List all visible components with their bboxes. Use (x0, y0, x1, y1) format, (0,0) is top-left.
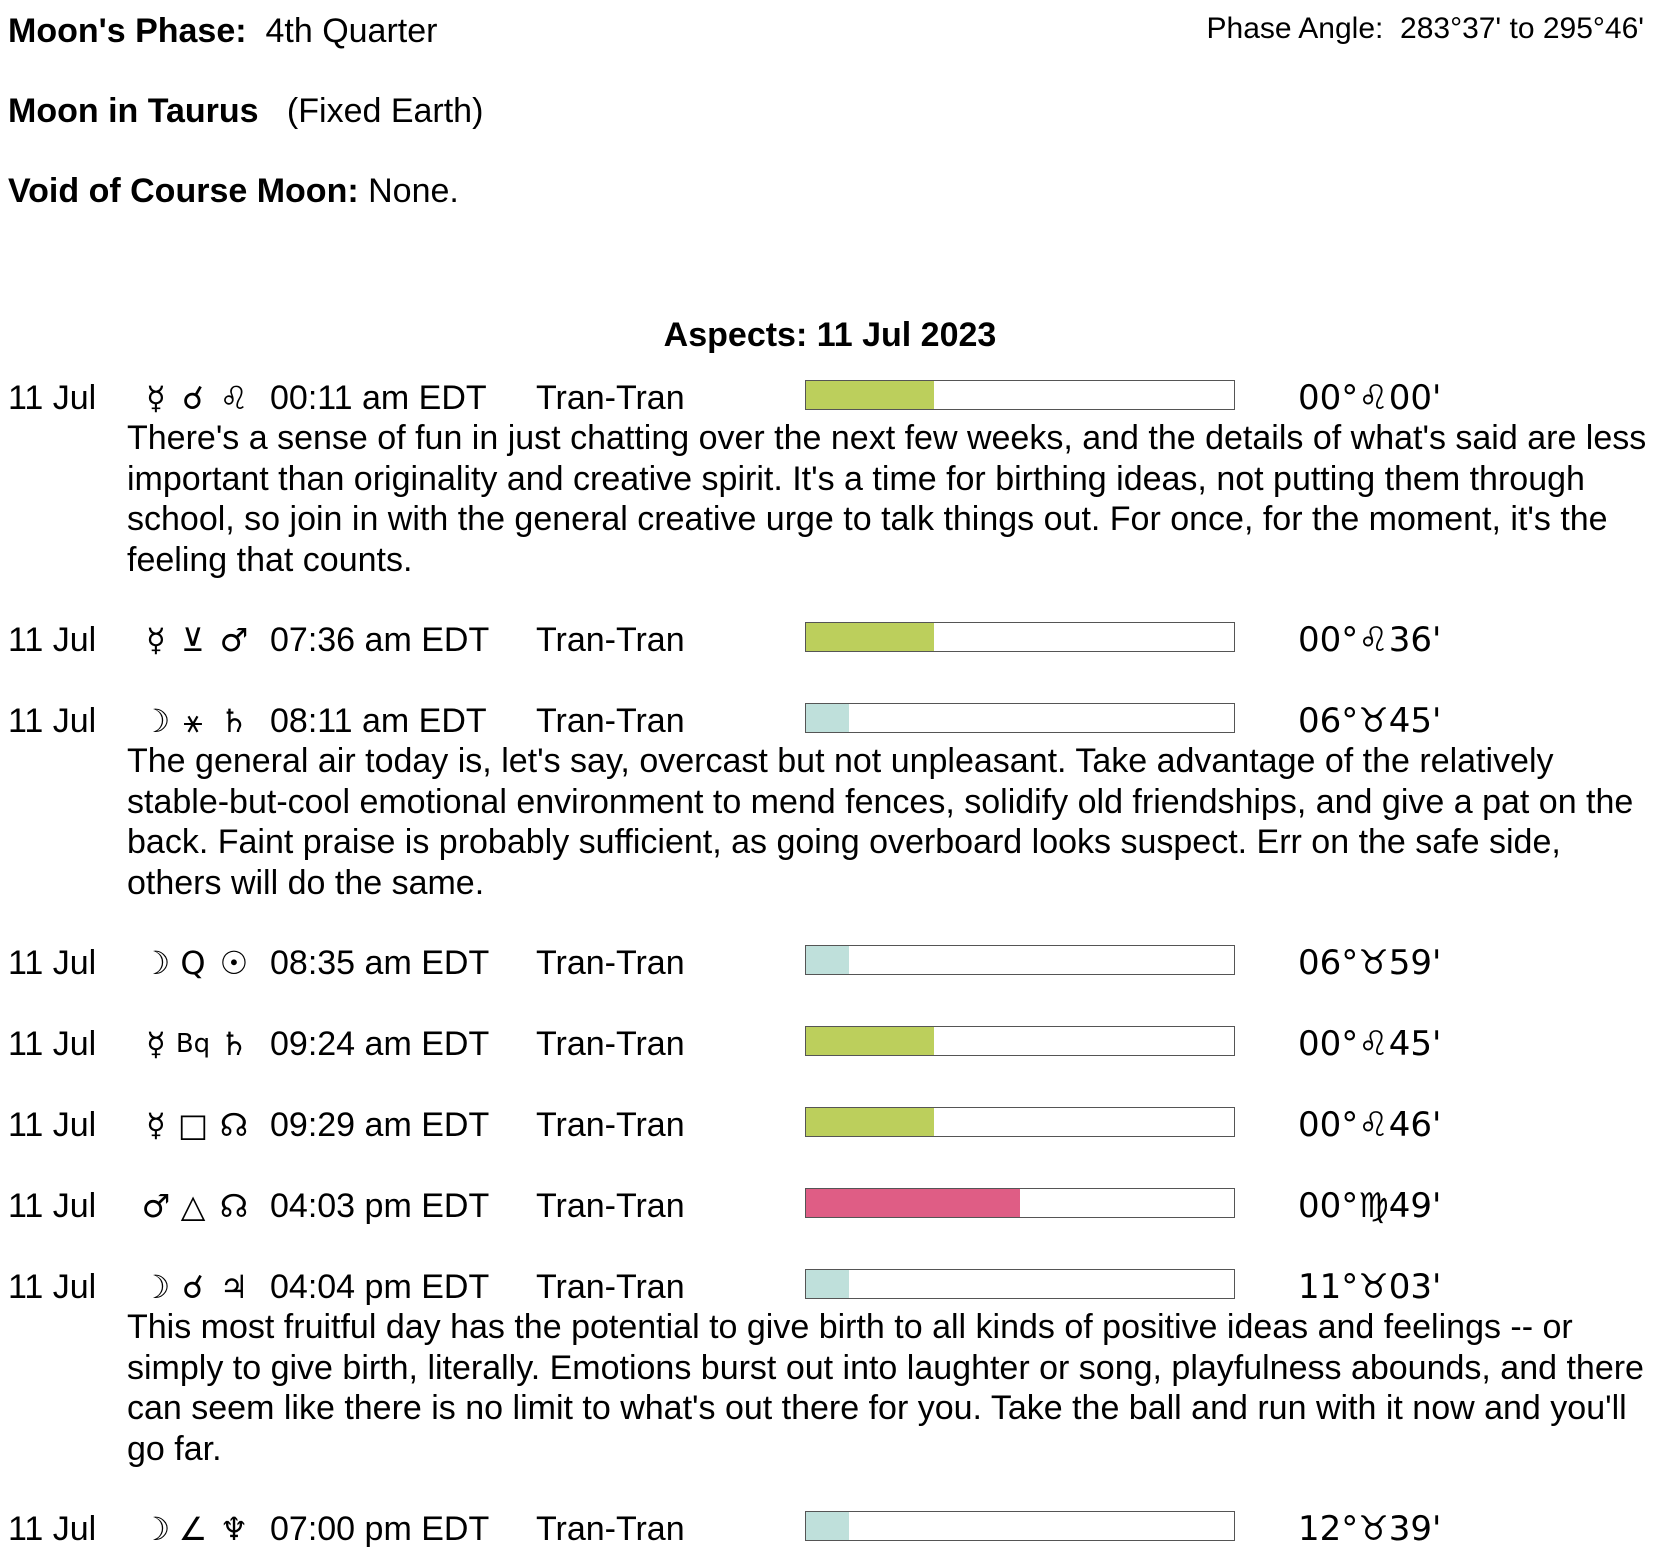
void-of-course-value: None. (368, 172, 459, 210)
aspect-date: 11 Jul (8, 702, 97, 740)
aspect-date: 11 Jul (8, 944, 97, 982)
quintile-glyph-icon: Q (180, 944, 206, 982)
strength-bar-fill (806, 1108, 934, 1136)
biquintile-glyph-icon: Bq (175, 1029, 211, 1059)
aspect-position: 00°♌36' (1298, 620, 1442, 660)
aspect-date: 11 Jul (8, 1187, 97, 1225)
mars-glyph-icon: ♂ (219, 621, 249, 659)
semisextile-glyph-icon: ⊻ (181, 621, 205, 659)
mercury-glyph-icon: ☿ (146, 379, 166, 417)
phase-angle (1207, 12, 1644, 46)
aspect-row (0, 1507, 1660, 1551)
aspect-position: 12°♉39' (1298, 1509, 1442, 1549)
aspect-time: 07:36 am EDT (270, 621, 490, 659)
void-of-course-line (8, 172, 459, 211)
moon-sign-value: (Fixed Earth) (286, 92, 484, 130)
leo-glyph-icon: ♌ (219, 379, 249, 417)
mars-glyph-icon: ♂ (141, 1187, 171, 1225)
aspect-description: There's a sense of fun in just chatting over the next few weeks, and the details of what's said are less important than originality and creative spirit. It's a time for birthing ideas, not putting them through school, so join in with the general creative urge to talk things out. For once, for the moment, it's the feeling that counts. (127, 419, 1647, 579)
strength-bar (805, 1511, 1235, 1541)
aspect-type: Tran-Tran (536, 1510, 685, 1548)
phase-angle-label: Phase Angle: (1206, 12, 1384, 45)
moon-sign-label: Moon in Taurus (8, 92, 259, 130)
strength-bar-fill (806, 1512, 849, 1540)
aspect-time: 08:35 am EDT (270, 944, 490, 982)
aspect-time: 04:04 pm EDT (270, 1268, 490, 1306)
strength-bar (805, 622, 1235, 652)
neptune-glyph-icon: ♆ (219, 1510, 249, 1548)
strength-bar (805, 1107, 1235, 1137)
jupiter-glyph-icon: ♃ (219, 1268, 249, 1306)
aspect-row (0, 1103, 1660, 1147)
aspect-position: 11°♉03' (1298, 1267, 1442, 1307)
aspect-time: 00:11 am EDT (270, 379, 487, 417)
aspect-type: Tran-Tran (536, 1268, 685, 1306)
aspect-type: Tran-Tran (536, 702, 685, 740)
aspect-type: Tran-Tran (536, 1106, 685, 1144)
aspects-title: Aspects: 11 Jul 2023 (663, 316, 997, 354)
saturn-glyph-icon: ♄ (219, 702, 249, 740)
aspect-row (0, 1022, 1660, 1066)
aspect-date: 11 Jul (8, 621, 97, 659)
aspect-date: 11 Jul (8, 1268, 97, 1306)
aspect-type: Tran-Tran (536, 1187, 685, 1225)
strength-bar (805, 1188, 1235, 1218)
aspect-date: 11 Jul (8, 1025, 97, 1063)
aspect-type: Tran-Tran (536, 1025, 685, 1063)
aspect-row (0, 1265, 1660, 1309)
north-node-glyph-icon: ☊ (219, 1106, 249, 1144)
north-node-glyph-icon: ☊ (219, 1187, 249, 1225)
strength-bar (805, 1269, 1235, 1299)
aspect-position: 00°♌45' (1298, 1024, 1442, 1064)
aspect-position: 00°♌46' (1298, 1105, 1442, 1145)
aspect-time: 09:24 am EDT (270, 1025, 490, 1063)
moon-phase-line (8, 12, 437, 51)
moon-glyph-icon: ☽ (141, 944, 171, 982)
aspect-row (0, 618, 1660, 662)
moon-glyph-icon: ☽ (141, 702, 171, 740)
aspect-time: 07:00 pm EDT (270, 1510, 490, 1548)
strength-bar-fill (806, 1270, 849, 1298)
sun-glyph-icon: ☉ (219, 944, 249, 982)
aspect-time: 08:11 am EDT (270, 702, 487, 740)
aspect-position: 00°♌00' (1298, 378, 1442, 418)
aspect-position: 00°♍49' (1298, 1186, 1442, 1226)
sextile-glyph-icon: ⚹ (183, 702, 203, 740)
aspect-position: 06°♉45' (1298, 701, 1442, 741)
aspect-row (0, 699, 1660, 743)
strength-bar (805, 703, 1235, 733)
conjunction-glyph-icon: ☌ (182, 379, 204, 417)
aspect-description: The general air today is, let's say, overcast but not unpleasant. Take advantage of the relatively stable-but-cool emotional environment to mend fences, solidify old friendships, and give a pat on the back. Faint praise is probably sufficient, as going overboard looks suspect. Err on the safe side, others will do the same. (127, 742, 1634, 902)
strength-bar-fill (806, 704, 849, 732)
moon-phase-value: 4th Quarter (265, 12, 438, 50)
aspect-row (0, 376, 1660, 420)
semisquare-glyph-icon: ∠ (178, 1510, 208, 1548)
mercury-glyph-icon: ☿ (146, 621, 166, 659)
aspect-type: Tran-Tran (536, 379, 685, 417)
conjunction-glyph-icon: ☌ (182, 1268, 204, 1306)
moon-glyph-icon: ☽ (141, 1268, 171, 1306)
moon-sign-line (8, 92, 483, 131)
saturn-glyph-icon: ♄ (219, 1025, 249, 1063)
mercury-glyph-icon: ☿ (146, 1025, 166, 1063)
strength-bar (805, 945, 1235, 975)
strength-bar-fill (806, 1027, 934, 1055)
aspect-date: 11 Jul (8, 1106, 97, 1144)
aspect-type: Tran-Tran (536, 944, 685, 982)
aspect-date: 11 Jul (8, 1510, 97, 1548)
moon-glyph-icon: ☽ (141, 1510, 171, 1548)
phase-angle-value: 283°37' to 295°46' (1400, 12, 1644, 45)
void-of-course-label: Void of Course Moon: (8, 172, 359, 210)
strength-bar-fill (806, 381, 934, 409)
strength-bar-fill (806, 946, 849, 974)
mercury-glyph-icon: ☿ (146, 1106, 166, 1144)
aspect-type: Tran-Tran (536, 621, 685, 659)
aspect-time: 04:03 pm EDT (270, 1187, 490, 1225)
aspect-date: 11 Jul (8, 379, 97, 417)
aspect-position: 06°♉59' (1298, 943, 1442, 983)
strength-bar (805, 1026, 1235, 1056)
aspect-description: This most fruitful day has the potential to give birth to all kinds of positive ideas and feelings -- or simply to give birth, literally. Emotions burst out into laughter or song, playfulness abounds, and there can seem like there is no limit to what's out there for you. Take the ball and run with it now and you'll go far. (127, 1308, 1644, 1468)
aspect-row (0, 1184, 1660, 1228)
strength-bar-fill (806, 623, 934, 651)
aspect-row (0, 941, 1660, 985)
strength-bar-fill (806, 1189, 1020, 1217)
moon-phase-label: Moon's Phase: (8, 12, 247, 50)
aspect-time: 09:29 am EDT (270, 1106, 490, 1144)
trine-glyph-icon: △ (180, 1187, 206, 1225)
square-glyph-icon: □ (177, 1106, 209, 1144)
strength-bar (805, 380, 1235, 410)
